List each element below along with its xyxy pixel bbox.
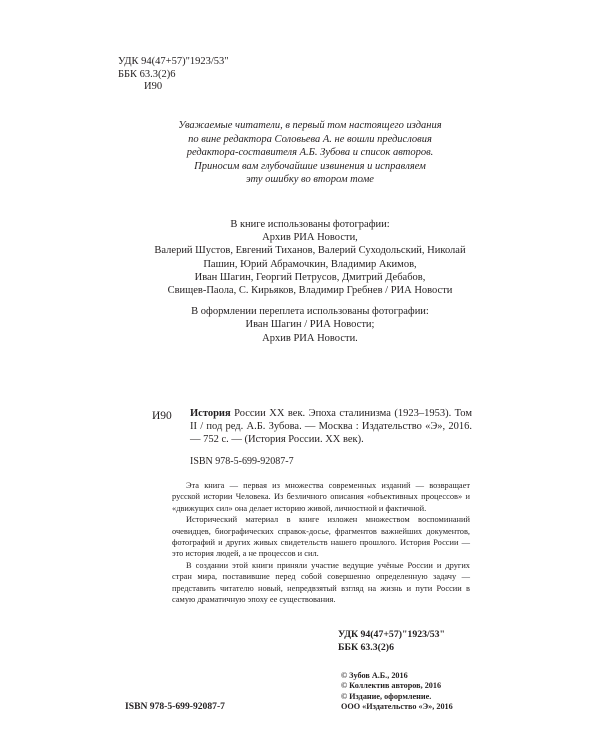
annotation [172, 480, 470, 605]
copyright-line: ООО «Издательство «Э», 2016 [341, 702, 453, 712]
photo-credits [150, 218, 470, 345]
bottom-classification [300, 629, 470, 654]
credit-line: В книге использованы фотографии: [230, 219, 390, 230]
isbn-bottom: ISBN 978-5-699-92087-7 [125, 701, 225, 712]
annotation-paragraph: В создании этой книги приняли участие ведущие учёные России и других стран мира, поставившие перед собой совершенно определенную задачу — представить читателю новый, непредвзятый взгляд на жизнь и пути России в самую драматичную эпоху ее существования. [172, 560, 470, 605]
errata-notice [150, 119, 470, 187]
bbk-code: ББК 63.3(2)6 [118, 68, 176, 80]
notice-line: Приносим вам глубочайшие извинения и исправляем [194, 160, 426, 172]
catalog-isbn: ISBN 978-5-699-92087-7 [190, 456, 294, 467]
catalog-author-code: И90 [152, 410, 172, 422]
udk-code: УДК 94(47+57)"1923/53" [118, 56, 229, 67]
notice-line: редактора-составителя А.Б. Зубова и список авторов. [186, 147, 434, 158]
author-code: И90 [144, 81, 163, 92]
notice-line: по вине редактора Соловьева А. не вошли предисловия [188, 133, 432, 145]
catalog-title: История [190, 408, 231, 419]
notice-line: Уважаемые читатели, в первый том настоящего издания [178, 120, 442, 131]
annotation-paragraph: Эта книга — первая из множества современных изданий — возвращает русской истории Человека. Из безличного описания «объективных процессов» и «движущих сил» она делает историю живой, личностной и фактичной. [172, 481, 470, 513]
bottom-bbk: ББК 63.3(2)6 [338, 641, 394, 653]
credit-line: Пашин, Юрий Абрамочкин, Владимир Акимов, [203, 258, 417, 270]
copyright-line: © Издание, оформление. [341, 691, 432, 701]
credit-line: Архив РИА Новости, [262, 232, 358, 244]
copyright-line: © Коллектив авторов, 2016 [341, 681, 442, 691]
credit-line: Свищев-Паола, С. Кирьяков, Владимир Гребнев / РИА Новости [167, 285, 453, 297]
notice-line: эту ошибку во втором томе [246, 174, 374, 185]
catalog-entry [190, 407, 472, 446]
copyright-line: © Зубов А.Б., 2016 [341, 671, 408, 680]
cover-credit-line: Иван Шагин / РИА Новости; [245, 319, 375, 331]
cover-credit-line: В оформлении переплета использованы фотографии: [191, 306, 429, 318]
bottom-udk: УДК 94(47+57)"1923/53" [338, 629, 445, 640]
credit-line: Иван Шагин, Георгий Петрусов, Дмитрий Дебабов, [194, 271, 426, 283]
credit-line: Валерий Шустов, Евгений Тиханов, Валерий Суходольский, Николай [154, 245, 466, 257]
spacer [150, 297, 470, 305]
classification-block [118, 56, 229, 94]
annotation-paragraph: Исторический материал в книге изложен множеством воспоминаний очевидцев, биографических справок-досье, фрагментов важнейших документов, фотографий и других живых свидетельств нашего прошлого. История России — это история людей, а не процессов и сил. [172, 515, 470, 559]
catalog-description: России XX век. Эпоха сталинизма (1923–1953). Том II / под ред. А.Б. Зубова. — Москва : Издательство «Э», 2016. — 752 с. — (История России. XX век). [190, 408, 472, 445]
cover-credit-line: Архив РИА Новости. [262, 332, 358, 344]
copyright-block [341, 671, 453, 713]
